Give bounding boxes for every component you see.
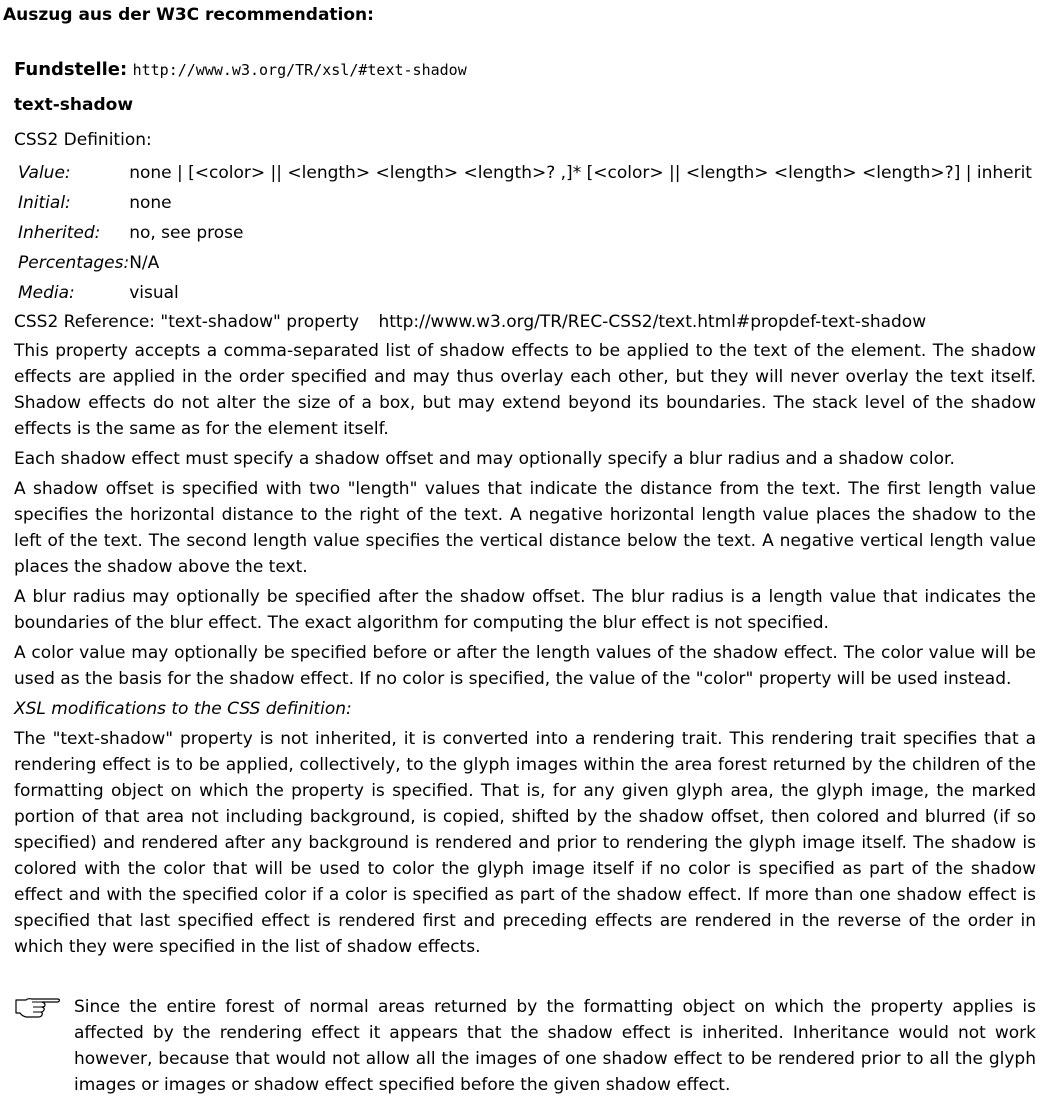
definition-key: Value:: [18, 163, 71, 183]
definition-row-percentages: [18, 248, 1032, 278]
css2-reference-label: CSS2 Reference: "text-shadow" property: [14, 312, 360, 332]
paragraph: This property accepts a comma-separated list of shadow effects to be applied to the text of the element. The shadow effects are applied in the order specified and may thus overlay each other, but they will never overlay the text itself. Shadow effects do not alter the size of a box, but may extend beyond its boundaries. The stack level of the shadow effects is the same as for the element itself.: [14, 341, 1036, 439]
page-heading: Auszug aus der W3C recommendation:: [3, 5, 374, 25]
property-name: text-shadow: [14, 95, 134, 115]
definition-table: [18, 158, 1032, 308]
definition-value: no, see prose: [129, 223, 244, 243]
definition-key: Media:: [18, 283, 75, 303]
css2-reference-url[interactable]: http://www.w3.org/TR/REC-CSS2/text.html#propdef-text-shadow: [378, 312, 927, 332]
definition-key: Initial:: [18, 193, 71, 213]
css2-definition-label: CSS2 Definition:: [14, 130, 152, 150]
definition-key: Percentages:: [18, 253, 130, 273]
source-label: Fundstelle:: [14, 59, 128, 80]
definition-key: Inherited:: [18, 223, 101, 243]
paragraph: A shadow offset is specified with two "length" values that indicate the distance from the text. The first length value specifies the horizontal distance to the right of the text. A negative horizontal length value places the shadow to the left of the text. The second length value specifies the vertical distance below the text. A negative vertical length value places the shadow above the text.: [14, 479, 1036, 577]
paragraph: A color value may optionally be specified before or after the length values of the shadow effect. The color value will be used as the basis for the shadow effect. If no color is specified, the value of the "color" property will be used instead.: [14, 643, 1036, 689]
xsl-modifications-heading: XSL modifications to the CSS definition:: [14, 699, 352, 719]
definition-value: visual: [129, 283, 179, 303]
definition-row-inherited: [18, 218, 1032, 248]
definition-row-initial: [18, 188, 1032, 218]
xsl-paragraph: The "text-shadow" property is not inherited, it is converted into a rendering trait. This rendering trait specifies that a rendering effect is to be applied, collectively, to the glyph images within the area forest returned by the children of the formatting object on which the property is specified. That is, for any given glyph area, the glyph image, the marked portion of that area not including background, is copied, shifted by the shadow offset, then colored and blurred (if so specified) and rendered after any background is rendered and prior to rendering the glyph image itself. The shadow is colored with the color that will be used to color the glyph image itself if no color is specified as part of the shadow effect and with the specified color if a color is specified as part of the shadow effect. If more than one shadow effect is specified that last specified effect is rendered first and preceding effects are rendered in the reverse of the order in which they were specified in the list of shadow effects.: [14, 729, 1036, 957]
definition-value: none | [<color> || <length> <length> <length>? ,]* [<color> || <length> <length> <length>?] | inherit: [129, 163, 1032, 183]
definition-value: N/A: [129, 253, 160, 273]
definition-row-value: [18, 158, 1032, 188]
source-line: [14, 57, 1036, 83]
paragraph: Each shadow effect must specify a shadow offset and may optionally specify a blur radius and a shadow color.: [14, 449, 955, 469]
css2-reference: [14, 308, 1036, 336]
note: [14, 994, 1036, 1098]
definition-value: none: [129, 193, 172, 213]
content: [14, 57, 1036, 1098]
paragraph: A blur radius may optionally be specified after the shadow offset. The blur radius is a length value that indicates the boundaries of the blur effect. The exact algorithm for computing the blur effect is not specified.: [14, 587, 1036, 633]
source-url[interactable]: http://www.w3.org/TR/xsl/#text-shadow: [132, 61, 467, 79]
pointing-hand-icon: [14, 994, 64, 1020]
definition-row-media: [18, 278, 1032, 308]
note-text: Since the entire forest of normal areas returned by the formatting object on which the property applies is affected by the rendering effect it appears that the shadow effect is inherited. Inheritance would not work however, because that would not allow all the images of one shadow effect to be rendered prior to all the glyph images or images or shadow effect specified before the given shadow effect.: [74, 997, 1036, 1095]
